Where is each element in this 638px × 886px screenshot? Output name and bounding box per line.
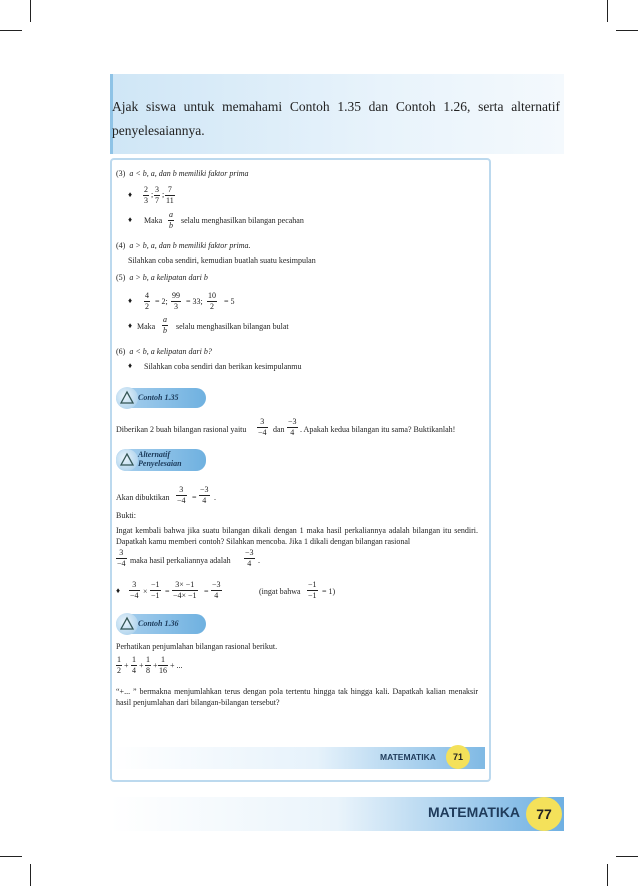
fraction: $\frac{-1}{-1}$ [151, 580, 160, 600]
triangle-icon [116, 449, 138, 471]
fraction: $\frac{a}{b}$ [169, 210, 173, 230]
crop-mark [616, 856, 638, 857]
fraction: $\frac{-3}{4}$ [200, 485, 209, 505]
fraction: $\frac{3}{7}$ [155, 185, 159, 205]
fraction: $\frac{-1}{-1}$ [308, 580, 317, 600]
crop-mark [30, 0, 31, 22]
bullet-icon: ♦ [128, 215, 133, 224]
fraction: $\frac{a}{b}$ [163, 315, 167, 335]
triangle-icon [116, 613, 138, 635]
example-label: Contoh 1.36 [138, 619, 179, 628]
crop-mark [30, 864, 31, 886]
fraction: $\frac{-3}{4}$ [245, 548, 254, 568]
crop-mark [607, 0, 608, 22]
crop-mark [607, 864, 608, 886]
fraction: $\frac{2}{3}$ [144, 185, 148, 205]
fraction: $\frac{-3}{4}$ [212, 580, 221, 600]
case5-heading: (5) a > b, a kelipatan dari b [116, 273, 208, 282]
bullet-icon: ♦ [128, 321, 133, 330]
outer-page-number: 77 [526, 797, 562, 831]
example-paragraph: “+... ” bermakna menjumlahkan terus dengan pola tertentu hingga tak hingga kali. Dapatkah kalian menaksir hasil penjumlahan dari bilangan-bilangan tersebut? [116, 687, 478, 707]
example-label: Contoh 1.35 [138, 393, 179, 402]
fraction: $\frac{3}{-4}$ [130, 580, 139, 600]
fraction: $\frac{99}{3}$ [172, 291, 180, 311]
fraction: $\frac{7}{11}$ [166, 185, 174, 205]
crop-mark [616, 30, 638, 31]
fraction: $\frac{3}{-4}$ [258, 417, 267, 437]
fraction: $\frac{4}{2}$ [145, 291, 149, 311]
banner-text: Ajak siswa untuk memahami Contoh 1.35 dan Contoh 1.26, serta alternatif penyelesaiannya. [112, 99, 560, 138]
fraction: $\frac{10}{2}$ [208, 291, 216, 311]
solution-label: Alternatif Penyelesaian [138, 450, 182, 468]
fraction: $\frac{1}{16}$ [159, 655, 167, 675]
fraction: $\frac{1}{2}$ [117, 655, 121, 675]
case6-heading: (6) a < b, a kelipatan dari b? [116, 347, 212, 356]
case4-text: Silahkan coba sendiri, kemudian buatlah suatu kesimpulan [128, 256, 316, 265]
inner-footer-label: MATEMATIKA [380, 752, 436, 762]
bullet-icon: ♦ [128, 361, 133, 370]
fraction: $\frac{3\times -1}{-4\times -1}$ [173, 580, 197, 600]
fraction: $\frac{-3}{4}$ [288, 417, 297, 437]
proof-label: Bukti: [116, 511, 137, 520]
case4-heading: (4) a > b, a, dan b memiliki faktor prima. [116, 241, 251, 250]
fraction: $\frac{3}{-4}$ [177, 485, 186, 505]
bullet-icon: ♦ [116, 586, 121, 595]
triangle-icon [116, 387, 138, 409]
fraction: $\frac{1}{8}$ [146, 655, 150, 675]
bullet-icon: ♦ [128, 190, 133, 199]
crop-mark [0, 856, 22, 857]
fraction: $\frac{1}{4}$ [132, 655, 136, 675]
case3-heading: (3) a < b, a, dan b memiliki faktor prima [116, 169, 249, 178]
example-text: Perhatikan penjumlahan bilangan rasional berikut. [116, 642, 278, 651]
proof-paragraph: Ingat kembali bahwa jika suatu bilangan dikali dengan 1 maka hasil perkaliannya adalah bilangan itu sendiri. Dapatkah kamu memberi contoh? Silahkan mencoba. Jika 1 dikali dengan bilangan rasional [116, 526, 478, 546]
crop-mark [0, 30, 22, 31]
fraction: $\frac{3}{-4}$ [117, 548, 126, 568]
inner-page-number: 71 [446, 745, 470, 769]
outer-footer-label: MATEMATIKA [428, 804, 521, 820]
bullet-icon: ♦ [128, 296, 133, 305]
